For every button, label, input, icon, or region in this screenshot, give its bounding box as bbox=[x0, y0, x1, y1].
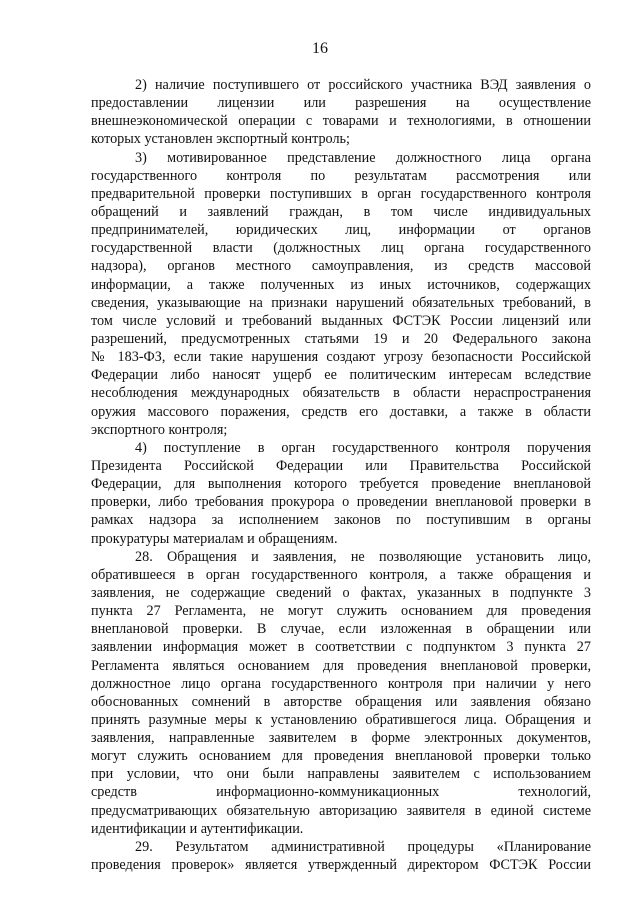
text-line: предоставлении лицензии или разрешения на осуществление bbox=[91, 95, 591, 112]
paragraph bbox=[91, 439, 591, 548]
text-line: должностное лицо органа государственного контроля при наличии у него bbox=[91, 675, 591, 692]
text-line: 3) мотивированное представление должностного лица органа bbox=[135, 149, 591, 166]
text-line: предусматривающих обязательную авторизацию заявителя в единой системе bbox=[91, 802, 591, 819]
text-line: информации, а также полученных из иных источников, содержащих bbox=[91, 276, 591, 293]
paragraph bbox=[91, 149, 591, 439]
paragraph bbox=[91, 76, 591, 149]
paragraph bbox=[91, 838, 591, 874]
text-line: экспортного контроля; bbox=[91, 421, 228, 438]
text-line: заявлении информация может в соответствии с подпунктом 3 пункта 27 bbox=[91, 639, 591, 656]
text-line: могут служить основанием для проведения внеплановой проверки только bbox=[91, 748, 591, 765]
text-line: принять разумные меры к установлению обратившегося лица. Обращения и bbox=[91, 711, 591, 728]
text-line: 2) наличие поступившего от российского участника ВЭД заявления о bbox=[135, 77, 591, 93]
text-line: заявления, не содержащие сведений о фактах, указанных в подпункте 3 bbox=[91, 584, 591, 601]
text-line: средств информационно-коммуникационных технологий, bbox=[91, 784, 591, 801]
text-line: надзора), органов местного самоуправления, из средств массовой bbox=[91, 258, 591, 275]
text-line: 4) поступление в орган государственного контроля поручения bbox=[135, 439, 591, 456]
text-line: 29. Результатом административной процедуры «Планирование bbox=[135, 838, 591, 855]
text-line: заявления, направленные заявителем в форме электронных документов, bbox=[91, 730, 591, 747]
text-line: внешнеэкономической операции с товарами и технологиями, в отношении bbox=[91, 113, 591, 130]
text-line: государственной власти (должностных лиц органа государственного bbox=[91, 240, 591, 257]
text-line: оружия массового поражения, средств его доставки, а также в области bbox=[91, 403, 591, 420]
text-line: разрешений, предусмотренных статьями 19 и 20 Федерального закона bbox=[91, 330, 591, 347]
text-line: проверки, либо требования прокурора о проведении внеплановой проверки в bbox=[91, 494, 591, 511]
text-line: при условии, что они были направлены заявителем с использованием bbox=[91, 766, 591, 783]
text-line: которых установлен экспортный контроль; bbox=[91, 131, 350, 148]
text-line: несоблюдения международных обязательств в области нераспространения bbox=[91, 385, 591, 402]
text-line: предварительной проверки поступивших в орган государственного контроля bbox=[91, 185, 591, 202]
text-line: проведения проверок» является утвержденный директором ФСТЭК России bbox=[91, 857, 591, 874]
text-line: обоснованных сомнений в авторстве обращения или заявления обязано bbox=[91, 693, 591, 710]
text-line: Федерации, для выполнения которого требуется проведение внеплановой bbox=[91, 476, 591, 493]
text-line: том числе условий и требований выданных ФСТЭК России лицензий или bbox=[91, 312, 591, 329]
page-number: 16 bbox=[312, 40, 328, 57]
text-line: Президента Российской Федерации или Правительства Российской bbox=[91, 457, 591, 474]
text-line: идентификации и аутентификации. bbox=[91, 820, 304, 837]
paragraph bbox=[91, 548, 591, 838]
text-line: предпринимателей, юридических лиц, информации от органов bbox=[91, 222, 591, 239]
text-line: прокуратуры материалам и обращениям. bbox=[91, 530, 338, 547]
text-line: сведения, указывающие на признаки нарушений обязательных требований, в bbox=[91, 294, 591, 311]
text-line: государственного контроля по результатам рассмотрения или bbox=[91, 167, 591, 184]
text-line: обратившееся в орган государственного контроля, а также обращения и bbox=[91, 566, 591, 583]
text-line: № 183-ФЗ, если такие нарушения создают угрозу безопасности Российской bbox=[91, 349, 591, 366]
text-line: 28. Обращения и заявления, не позволяющие установить лицо, bbox=[135, 548, 591, 565]
text-line: Регламента являться основанием для проведения внеплановой проверки, bbox=[91, 657, 591, 674]
text-line: Федерации либо наносят ущерб ее политическим интересам вследствие bbox=[91, 367, 591, 384]
text-line: внеплановой проверки. В случае, если изложенная в обращении или bbox=[91, 621, 591, 638]
text-line: обращений и заявлений граждан, в том числе индивидуальных bbox=[91, 203, 591, 220]
text-line: пункта 27 Регламента, не могут служить основанием для проведения bbox=[91, 603, 591, 620]
text-line: рамках надзора за исполнением законов по поступившим в органы bbox=[91, 512, 591, 529]
document-body bbox=[91, 76, 591, 874]
